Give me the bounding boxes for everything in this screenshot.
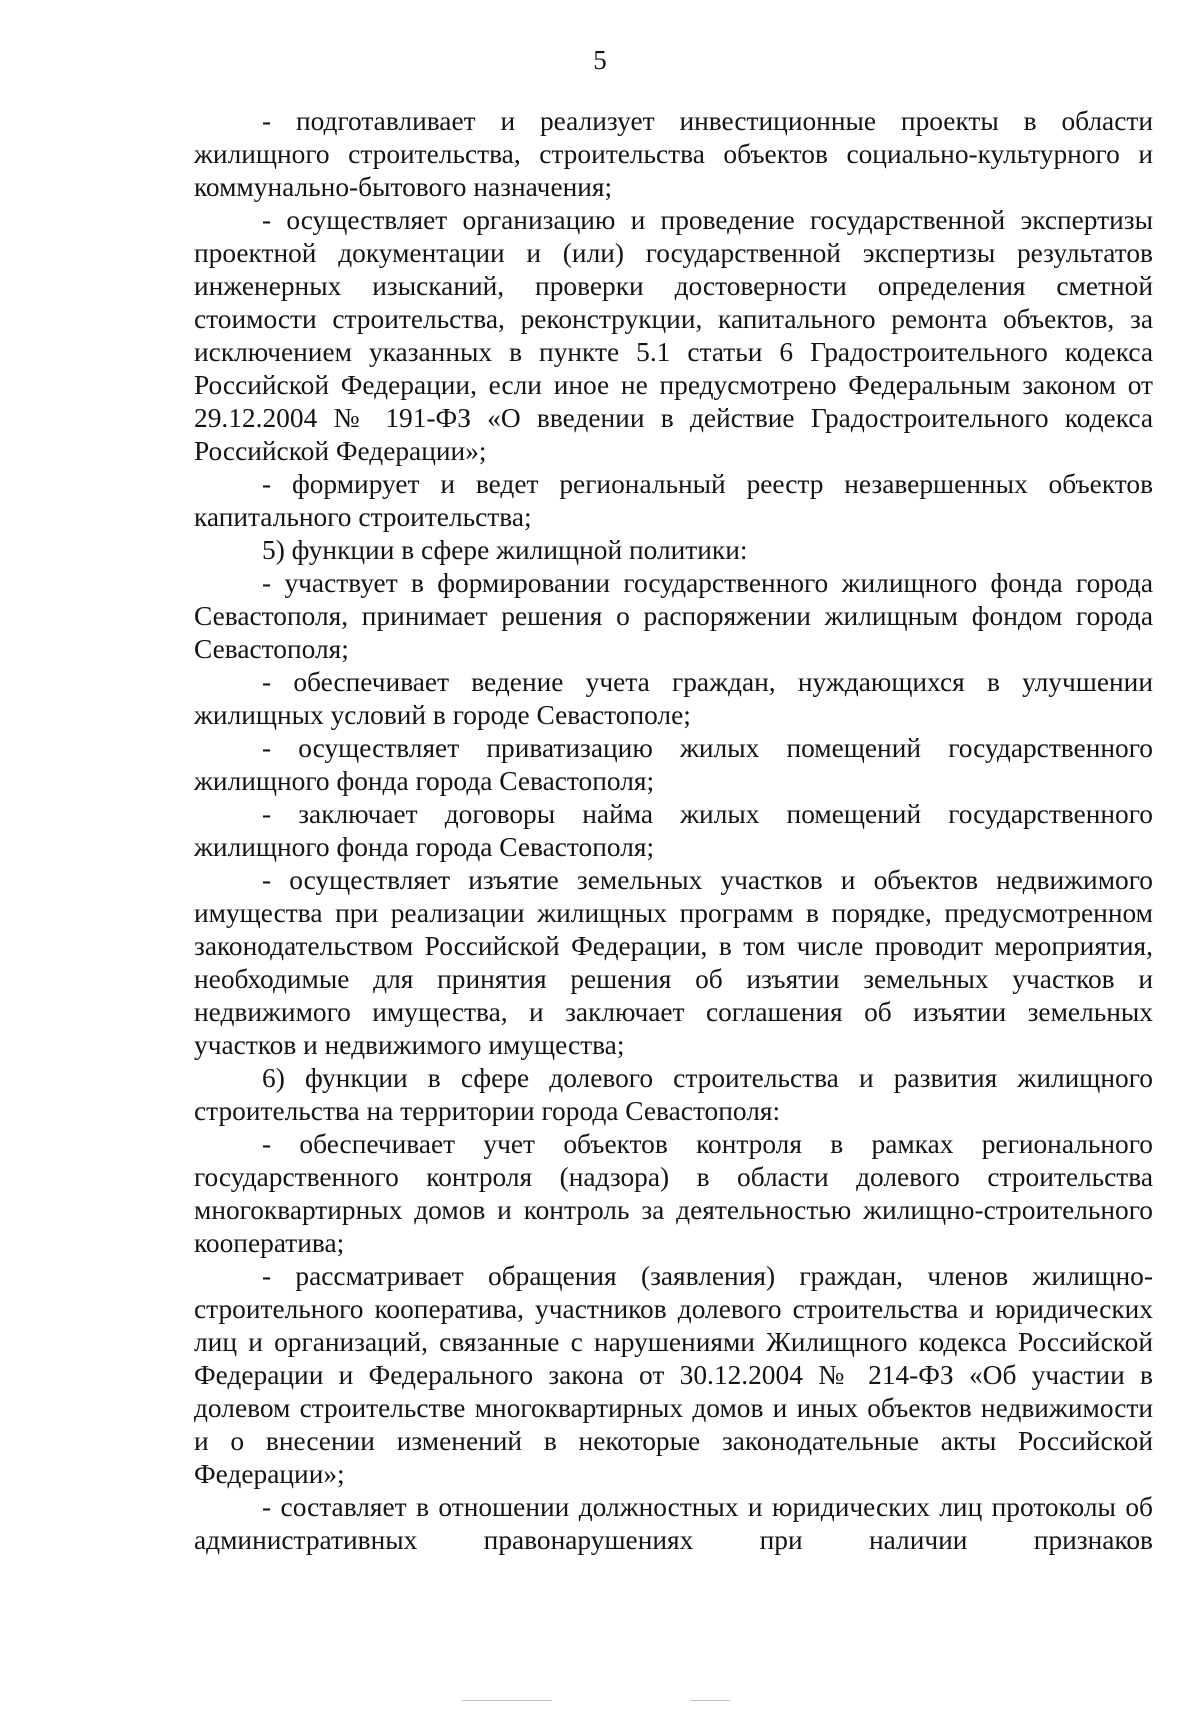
- paragraph-investment-projects: - подготавливает и реализует инвестиционные проекты в области жилищного строительства, строительства объектов социально-культурного и коммунально-бытового назначения;: [194, 106, 1153, 202]
- paragraph-shared-construction-heading: 6) функции в сфере долевого строительства и развития жилищного строительства на территории города Севастополя:: [194, 1063, 1153, 1126]
- paragraph-control-objects: - обеспечивает учет объектов контроля в рамках регионального государственного контроля (надзора) в области долевого строительства многоквартирных домов и контроль за деятельностью жилищно-строительного кооператива;: [194, 1129, 1153, 1258]
- paragraph-housing-policy-heading: 5) функции в сфере жилищной политики:: [262, 535, 748, 565]
- paragraph-land-seizure: - осуществляет изъятие земельных участков и объектов недвижимого имущества при реализации жилищных программ в порядке, предусмотренном законодательством Российской Федерации, в том числе проводит мероприятия, необходимые для принятия решения об изъятии земельных участков и недвижимого имущества, и заключает соглашения об изъятии земельных участков и недвижимого имущества;: [194, 865, 1153, 1060]
- paragraph-state-expertise: - осуществляет организацию и проведение государственной экспертизы проектной документации и (или) государственной экспертизы результатов инженерных изысканий, проверки достоверности определения сметной стоимости строительства, реконструкции, капитального ремонта объектов, за исключением указанных в пункте 5.1 статьи 6 Градостроительного кодекса Российской Федерации, если иное не предусмотрено Федеральным законом от 29.12.2004 № 191-ФЗ «О введении в действие Градостроительного кодекса Российской Федерации»;: [194, 205, 1153, 466]
- paragraph-unfinished-objects-registry: - формирует и ведет региональный реестр незавершенных объектов капитального строительства;: [194, 469, 1153, 532]
- paragraph-privatization: - осуществляет приватизацию жилых помещений государственного жилищного фонда города Севастополя;: [194, 733, 1153, 796]
- scan-artifact-left: [462, 1700, 552, 1701]
- paragraph-lease-agreements: - заключает договоры найма жилых помещений государственного жилищного фонда города Севастополя;: [194, 799, 1153, 862]
- scan-artifact-right: [690, 1700, 730, 1701]
- paragraph-citizen-appeals: - рассматривает обращения (заявления) граждан, членов жилищно-строительного кооператива, участников долевого строительства и юридических лиц и организаций, связанные с нарушениями Жилищного кодекса Российской Федерации и Федерального закона от 30.12.2004 № 214-ФЗ «Об участии в долевом строительстве многоквартирных домов и иных объектов недвижимости и о внесении изменений в некоторые законодательные акты Российской Федерации»;: [194, 1261, 1153, 1489]
- page-number: 5: [593, 45, 607, 75]
- paragraph-housing-fund-formation: - участвует в формировании государственного жилищного фонда города Севастополя, принимает решения о распоряжении жилищным фондом города Севастополя;: [194, 568, 1153, 664]
- paragraph-violation-protocols: - составляет в отношении должностных и юридических лиц протоколы об административных правонарушениях при наличии признаков: [194, 1492, 1153, 1555]
- paragraph-citizens-registry: - обеспечивает ведение учета граждан, нуждающихся в улучшении жилищных условий в городе Севастополе;: [194, 667, 1153, 730]
- document-body: [194, 105, 1153, 1557]
